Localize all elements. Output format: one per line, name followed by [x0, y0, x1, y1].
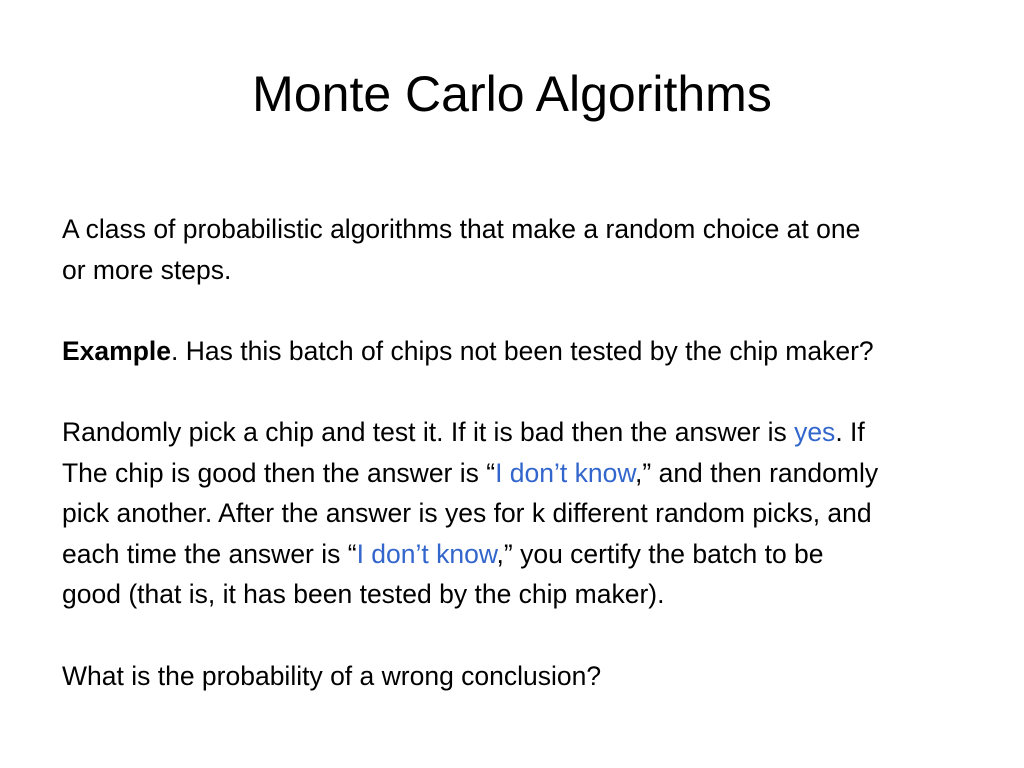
example-label: Example — [62, 335, 172, 366]
procedure-line-2 — [62, 453, 1024, 494]
procedure-text: Randomly pick a chip and test it. If it is bad then the answer is — [62, 416, 795, 447]
procedure-line-1 — [62, 412, 1024, 453]
question-paragraph — [62, 656, 1024, 697]
procedure-text: The chip is good then the answer is “ — [62, 457, 496, 488]
paragraph-gap — [62, 615, 1024, 656]
procedure-line-3: pick another. After the answer is yes for k different random picks, and — [62, 498, 872, 529]
procedure-text: . If — [835, 416, 865, 447]
procedure-text: ,” you certify the batch to be — [496, 538, 824, 569]
paragraph-gap — [62, 371, 1024, 412]
dont-know-highlight: I don’t know — [495, 457, 636, 488]
procedure-line-5: good (that is, it has been tested by the chip maker). — [62, 579, 665, 610]
example-paragraph — [62, 331, 1024, 372]
yes-highlight: yes — [794, 416, 836, 447]
example-line — [62, 331, 1024, 372]
intro-paragraph — [62, 209, 1024, 290]
dont-know-highlight: I don’t know — [356, 538, 497, 569]
question-line: What is the probability of a wrong conclusion? — [62, 660, 602, 691]
intro-line-2: or more steps. — [62, 254, 232, 285]
example-text: . Has this batch of chips not been tested by the chip maker? — [171, 335, 874, 366]
procedure-paragraph — [62, 412, 1024, 615]
procedure-line-4 — [62, 534, 1024, 575]
paragraph-gap — [62, 290, 1024, 331]
procedure-text: each time the answer is “ — [62, 538, 357, 569]
procedure-text: ,” and then randomly — [635, 457, 879, 488]
slide-title: Monte Carlo Algorithms — [252, 66, 772, 122]
slide-body — [62, 209, 1024, 696]
intro-line-1: A class of probabilistic algorithms that make a random choice at one — [62, 214, 861, 244]
